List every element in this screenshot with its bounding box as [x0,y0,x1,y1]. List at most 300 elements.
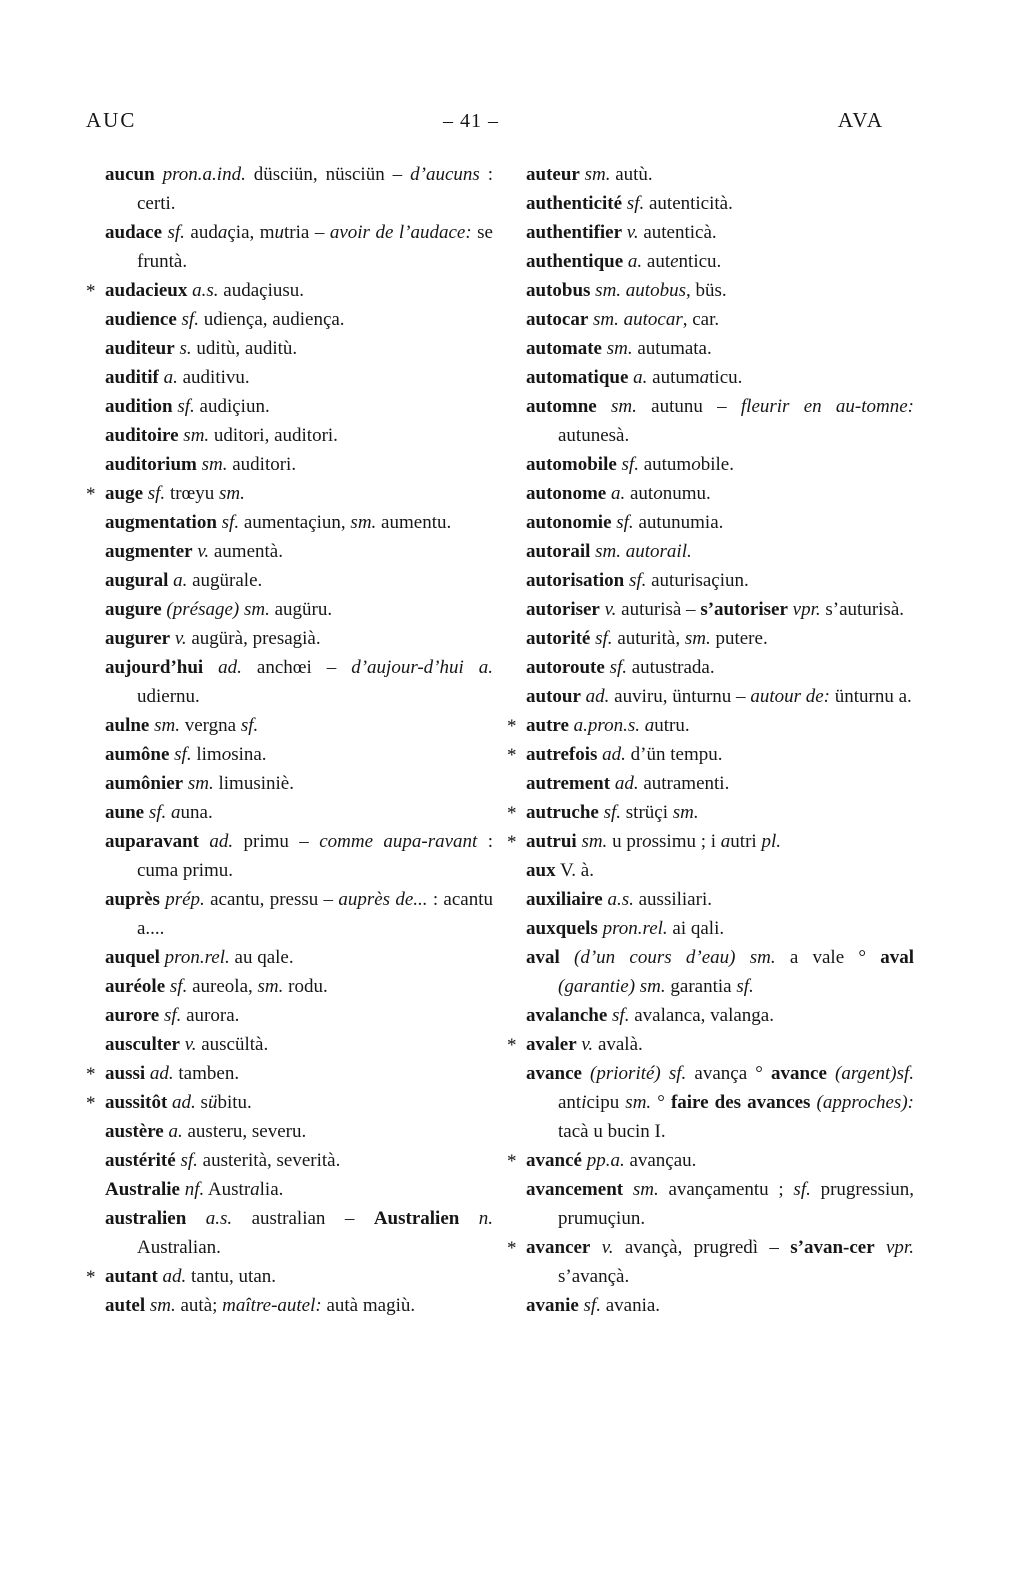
entry-segment: sm. [684,628,711,649]
headword: autruche [526,802,599,823]
entry-segment: aussiliari. [633,889,712,910]
entry-segment: augürà, presagià. [186,628,321,649]
entry-segment: auviru, ünturnu – [609,686,751,707]
entry-segment: faire des avances [670,1092,811,1113]
entry-segment: sm. [623,1179,659,1200]
entry-segment: (argent)sf. [826,1063,914,1084]
entry-segment: a [171,802,181,823]
headword: automate [526,338,602,359]
entry-segment: udiença, audiença. [198,309,345,330]
entry-segment: ad. [198,831,234,852]
headword: automobile [526,454,617,475]
entry-segment: autenticà. [638,222,717,243]
dictionary-entry [105,1117,493,1146]
entry-segment: aut [625,483,654,504]
entry-segment: pl. [761,831,781,852]
star-marker: * [507,1035,517,1056]
entry-segment: ai qali. [667,918,725,939]
entry-segment: auditivu. [177,367,250,388]
entry-segment: a vale ° [775,947,881,968]
entry-segment: vpr. [787,599,821,620]
dictionary-entry [526,450,914,479]
star-marker: * [507,1151,517,1172]
entry-segment: sm. [601,338,633,359]
entry-segment: fleurir en au-tomne: [740,396,914,417]
entry-segment: ad. [203,657,242,678]
dictionary-entry [507,827,914,856]
entry-segment: a [217,222,228,243]
dictionary-entry [526,682,914,711]
entry-segment: s’avan-cer [790,1237,875,1258]
entry-segment: sf. [793,1179,811,1200]
entry-segment: a.s. [602,889,634,910]
entry-segment: ad. [145,1063,174,1084]
dictionary-entry [526,160,914,189]
headword: auteur [526,164,580,185]
entry-segment: s’autoriser [700,599,788,620]
entry-segment: avança ° [686,1063,771,1084]
entry-segment: autà magiù. [321,1295,416,1316]
entry-segment: s’avançà. [558,1266,630,1287]
headword: avalanche [526,1005,608,1026]
entry-segment: bile. [700,454,734,475]
star-marker: * [86,1093,96,1114]
entry-segment: sm. [183,773,214,794]
entry-segment: sm. [196,454,228,475]
headword: aussi [105,1063,146,1084]
entry-segment: sm. [145,1295,176,1316]
entry-segment: (approches): [810,1092,914,1113]
dictionary-entry [526,856,914,885]
star-marker: * [507,803,517,824]
headword: autorité [526,628,591,649]
entry-segment: sf. [624,570,647,591]
entry-segment: auturisà – [616,599,701,620]
headword: autre [526,715,569,736]
entry-segment: ad. [597,744,626,765]
headword: autrement [526,773,611,794]
entry-segment: sina. [231,744,267,765]
entry-segment: sf. [611,512,634,533]
entry-segment: a.pron.s. [568,715,641,736]
entry-segment: a. [158,367,178,388]
headword: aulne [105,715,150,736]
entry-segment: autum [638,454,692,475]
entry-segment: prép. [159,889,205,910]
entry-segment: aval [880,947,914,968]
entry-segment: tamben. [173,1063,240,1084]
entry-segment: e [670,251,679,272]
entry-segment: avoir de l’audace: [329,222,472,243]
entry-segment: autenticità. [644,193,733,214]
entry-segment: autunu – [636,396,741,417]
headword: avanie [526,1295,579,1316]
entry-segment: ü [207,1092,218,1113]
entry-segment: tantu, utan. [186,1266,276,1287]
headword: auditoire [105,425,179,446]
entry-segment: sf. [143,483,166,504]
entry-segment: austerità, severità. [197,1150,341,1171]
entry-segment: Australien [373,1208,460,1229]
entry-segment: putere. [710,628,768,649]
entry-segment: auprès de... [338,889,428,910]
entry-segment: autumata. [632,338,712,359]
dictionary-entry [105,334,493,363]
entry-segment: auscültà. [196,1034,269,1055]
entry-segment: sf. [240,715,259,736]
entry-segment: Australian. [137,1237,221,1258]
entry-segment: u [274,222,285,243]
entry-segment: cipu [586,1092,626,1113]
dictionary-entry [526,943,914,1001]
entry-segment: avalanca, valanga. [629,1005,774,1026]
entry-segment: sf. [144,802,167,823]
dictionary-entry [526,1291,914,1320]
star-marker: * [86,1064,96,1085]
entry-segment: ad. [157,1266,187,1287]
entry-segment: ad. [167,1092,196,1113]
entry-segment: auditori. [227,454,297,475]
dictionary-entry [105,1291,493,1320]
entry-segment: autunumia. [633,512,724,533]
entry-segment: sm. [625,1092,652,1113]
dictionary-entry [105,1146,493,1175]
headword: auditeur [105,338,175,359]
text-columns [0,160,1024,1320]
entry-segment: prugressiun, prumuçiun. [558,1179,914,1229]
dictionary-entry [526,1175,914,1233]
dictionary-entry [105,972,493,1001]
entry-segment: Austr [204,1179,251,1200]
entry-segment: aureola, [187,976,258,997]
entry-segment: augüru. [269,599,333,620]
entry-segment: ° [651,1092,671,1113]
entry-segment: a. [606,483,626,504]
headword: avancer [526,1237,591,1258]
headword: aux [526,860,556,881]
entry-segment: auturisaçiun. [646,570,749,591]
entry-segment: utru. [654,715,690,736]
entry-segment: : certi. [137,164,494,214]
entry-segment: sf. [159,1005,182,1026]
entry-segment: comme aupa-ravant [319,831,478,852]
dictionary-entry [105,827,493,885]
entry-segment: sm. [219,483,245,504]
headword: audacieux [105,280,188,301]
entry-segment: a. [623,251,643,272]
headword: ausculter [105,1034,180,1055]
entry-segment: sf. [176,309,199,330]
entry-segment: avalà. [593,1034,643,1055]
dictionary-entry [526,479,914,508]
headword: audience [105,309,177,330]
entry-segment: bitu. [217,1092,252,1113]
dictionary-entry [105,711,493,740]
entry-segment: autà; [175,1295,223,1316]
headword: augural [105,570,169,591]
dictionary-entry [507,798,914,827]
entry-segment: s. [174,338,192,359]
dictionary-entry [105,798,493,827]
headword: autorisation [526,570,625,591]
entry-segment: aumentu. [376,512,452,533]
headword: automne [526,396,597,417]
entry-segment: (garantie) sm. [558,976,666,997]
headword: aumône [105,744,170,765]
entry-segment: trœyu [165,483,220,504]
entry-segment: a. [163,1121,183,1142]
entry-segment: pron.a.ind. [154,164,246,185]
entry-segment: autù. [610,164,653,185]
entry-segment: çia, m [227,222,275,243]
headword: autonome [526,483,607,504]
entry-segment: d’aucuns [410,164,480,185]
entry-segment: sm. autocar [588,309,683,330]
dictionary-entry [526,595,914,624]
entry-segment: austeru, severu. [182,1121,307,1142]
entry-segment: avania. [600,1295,661,1316]
entry-segment: a.s. [187,280,219,301]
headword: autant [105,1266,158,1287]
headword: augmenter [105,541,193,562]
dictionary-entry [526,1001,914,1030]
dictionary-entry [105,1030,493,1059]
dictionary-entry [105,885,493,943]
entry-segment: aumentaçiun, [239,512,351,533]
headword: auxiliaire [526,889,603,910]
dictionary-entry [526,305,914,334]
entry-segment: ant [558,1092,582,1113]
dictionary-entry [526,189,914,218]
dictionary-entry [105,160,493,218]
entry-segment: ad. [580,686,610,707]
entry-segment: strüçi [621,802,673,823]
entry-segment: anchœi – [241,657,352,678]
entry-segment: ünturnu a. [830,686,912,707]
entry-segment: primu – [233,831,320,852]
entry-segment: avançau. [624,1150,697,1171]
entry-segment: sm. [149,715,180,736]
entry-segment: v. [170,628,187,649]
entry-segment: u pr [607,831,643,852]
dictionary-entry [507,1030,914,1059]
entry-segment: v. [590,1237,614,1258]
headword: autel [105,1295,146,1316]
dictionary-entry [526,885,914,914]
dictionary-entry [507,740,914,769]
entry-segment: nticu. [678,251,722,272]
headword: auditif [105,367,159,388]
entry-segment: sf. [165,976,188,997]
dictionary-entry [105,566,493,595]
entry-segment: sf. [616,454,639,475]
headword: aurore [105,1005,160,1026]
dictionary-entry [105,508,493,537]
entry-segment: aut [642,251,671,272]
page-number: – 41 – [443,110,499,132]
entry-segment: düsciün, nüsciün – [245,164,411,185]
entry-segment: aumentà. [209,541,283,562]
entry-segment: sm. [579,164,611,185]
headword: augurer [105,628,171,649]
entry-segment: avançamentu ; [658,1179,794,1200]
entry-segment: o [691,454,701,475]
dictionary-entry [86,1088,493,1117]
dictionary-entry [526,914,914,943]
headword: auquel [105,947,160,968]
headword: autobus [526,280,591,301]
entry-segment: sf. [736,976,754,997]
headword: augure [105,599,162,620]
headword: audace [105,222,162,243]
entry-segment: n. [459,1208,494,1229]
entry-segment: a.s. [186,1208,233,1229]
headword: autour [526,686,581,707]
dictionary-entry [526,218,914,247]
entry-segment: avance [770,1063,827,1084]
star-marker: * [507,832,517,853]
entry-segment: pron.rel. [159,947,230,968]
dictionary-entry [105,1204,493,1262]
dictionary-entry [507,1146,914,1175]
dictionary-entry [86,276,493,305]
dictionary-entry [526,653,914,682]
entry-segment: utri [730,831,762,852]
dictionary-entry [105,653,493,711]
entry-segment: (d’un cours d’eau) sm. [559,947,776,968]
entry-segment: augürale. [187,570,263,591]
right-column [506,160,914,1320]
entry-segment: lia. [259,1179,284,1200]
star-marker: * [86,484,96,505]
entry-segment: se fruntà. [137,222,493,272]
headword: avancé [526,1150,582,1171]
headword: authenticité [526,193,623,214]
headword: aumônier [105,773,184,794]
entry-segment: una. [180,802,213,823]
entry-segment: d’aujour-d’hui a. [351,657,494,678]
dictionary-entry [105,537,493,566]
headword: autorail [526,541,591,562]
entry-segment: autour de: [750,686,830,707]
entry-segment: aurora. [181,1005,240,1026]
entry-segment: d’ün tempu. [625,744,723,765]
dictionary-entry [105,740,493,769]
dictionary-entry [105,1175,493,1204]
entry-segment: (priorité) sf. [581,1063,687,1084]
entry-segment: autum [647,367,700,388]
entry-segment: sm. autorail. [590,541,692,562]
entry-segment: pp.a. [581,1150,625,1171]
entry-segment: australian – [232,1208,374,1229]
headword: autoriser [526,599,600,620]
dictionary-entry [526,334,914,363]
entry-segment: a [720,831,731,852]
dictionary-entry [526,769,914,798]
entry-segment: autramenti. [638,773,730,794]
dictionary-entry [105,943,493,972]
entry-segment: vergna [179,715,241,736]
headword: avance [526,1063,582,1084]
entry-segment: au qale. [229,947,294,968]
entry-segment: sf. [604,657,627,678]
dictionary-entry [526,276,914,305]
entry-segment: o [221,744,232,765]
dictionary-entry [105,218,493,276]
entry-segment: sm. [350,512,377,533]
dictionary-entry [105,1001,493,1030]
dictionary-entry [86,1262,493,1291]
star-marker: * [86,1267,96,1288]
dictionary-entry [105,595,493,624]
headword: auge [105,483,143,504]
dictionary-entry [105,450,493,479]
entry-segment: limusiniè. [213,773,294,794]
entry-segment: V. à. [555,860,594,881]
entry-segment: i [581,1092,587,1113]
dictionary-entry [105,392,493,421]
entry-segment: ticu. [709,367,743,388]
entry-segment: sm. [596,396,637,417]
entry-segment: audiçiun. [194,396,270,417]
headword: aujourd’hui [105,657,204,678]
entry-segment: o [653,483,663,504]
dictionary-entry [526,624,914,653]
headword: austère [105,1121,164,1142]
entry-segment: o [642,831,652,852]
star-marker: * [507,1238,517,1259]
dictionary-entry [86,1059,493,1088]
entry-segment: sm. [672,802,699,823]
entry-segment: a. [628,367,648,388]
entry-segment: sf. [169,744,192,765]
entry-segment: ad. [610,773,639,794]
entry-segment: acantu, pressu – [204,889,339,910]
entry-segment: udiernu. [137,686,200,707]
dictionary-entry [105,305,493,334]
entry-segment: tacà u bucin I. [558,1121,666,1142]
headword: australien [105,1208,187,1229]
entry-segment: v. [599,599,617,620]
star-marker: * [507,716,517,737]
entry-segment: a [644,715,655,736]
entry-segment: sm. autobus [590,280,686,301]
entry-segment: numu. [662,483,711,504]
entry-segment: garantia [665,976,737,997]
entry-segment: sm. [576,831,608,852]
entry-segment: sf. [216,512,240,533]
dictionary-entry [105,624,493,653]
entry-segment: s [195,1092,208,1113]
entry-segment: uditù, auditù. [191,338,298,359]
entry-segment: ssimu ; i [651,831,721,852]
headword: autrui [526,831,577,852]
dictionary-entry [86,479,493,508]
entry-segment: a. [168,570,188,591]
entry-segment: a [699,367,710,388]
headword: autrefois [526,744,598,765]
entry-segment: sf. [622,193,645,214]
entry-segment: sf. [578,1295,601,1316]
dictionary-entry [526,508,914,537]
headword: aval [526,947,560,968]
entry-segment: : cuma primu. [137,831,494,881]
dictionary-entry [105,769,493,798]
dictionary-entry [526,566,914,595]
entry-segment: , büs. [685,280,727,301]
entry-segment: sm. [178,425,210,446]
entry-segment: tria – [284,222,330,243]
